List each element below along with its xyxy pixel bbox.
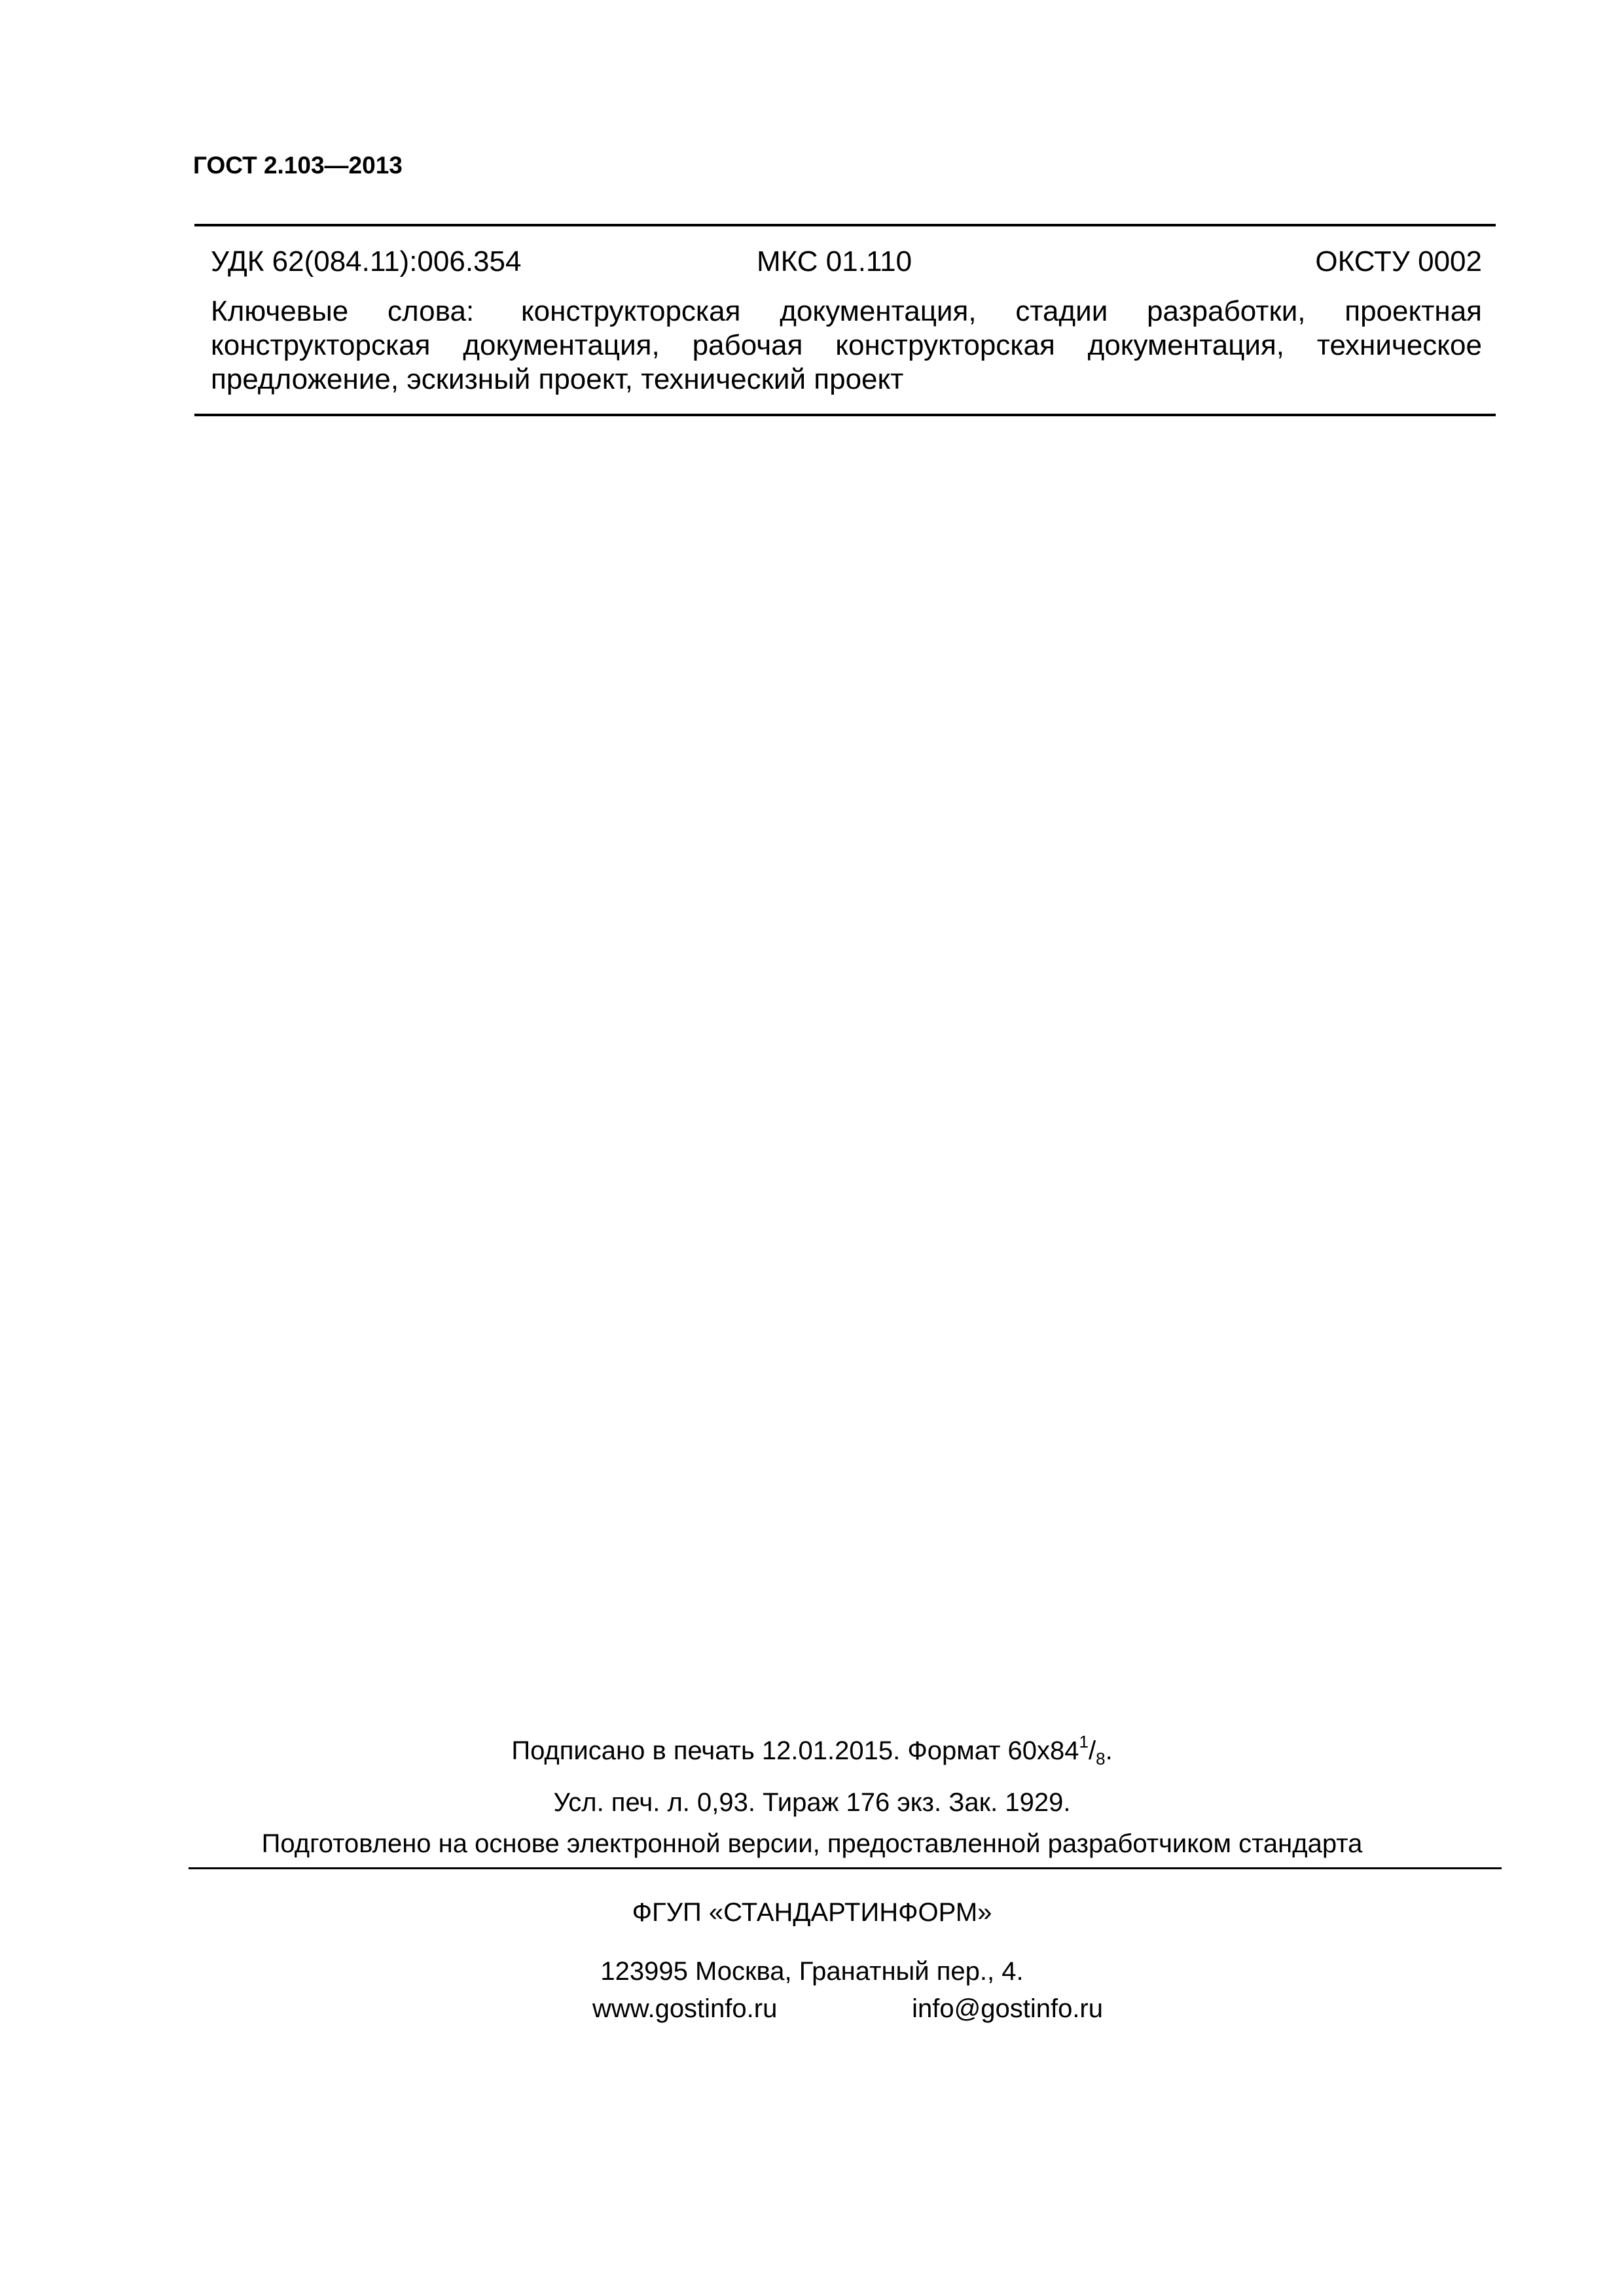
okstu-code: ОКСТУ 0002 <box>1315 245 1482 278</box>
print-data: Усл. печ. л. 0,93. Тираж 176 экз. Зак. 1929. <box>553 1788 1071 1817</box>
keywords-label: Ключевые слова: <box>211 295 475 327</box>
publisher-name: ФГУП «СТАНДАРТИНФОРМ» <box>632 1898 992 1927</box>
format-end: . <box>1105 1736 1113 1765</box>
top-divider <box>194 224 1496 226</box>
format-numerator: 1 <box>1079 1732 1089 1751</box>
imprint-divider <box>189 1867 1502 1869</box>
document-code: ГОСТ 2.103—2013 <box>193 152 403 179</box>
prepared-note: Подготовлено на основе электронной версии, предоставленной разработчиком стандарта <box>261 1829 1363 1858</box>
udk-code: УДК 62(084.11):006.354 <box>211 245 522 278</box>
keywords-text: конструкторская документация, стадии разработки, проектная конструкторская документация, рабочая конструкторская документация, техническое предложение, эскизный проект, технический проект <box>211 295 1482 395</box>
mks-code: МКС 01.110 <box>757 245 912 278</box>
signed-text: Подписано в печать 12.01.2015. Формат 60x84 <box>511 1736 1079 1765</box>
keywords-block <box>211 295 1482 397</box>
signed-for-print <box>0 1732 1624 1769</box>
keywords-divider <box>194 414 1496 416</box>
email-link[interactable]: info@gostinfo.ru <box>912 1994 1103 2023</box>
format-slash: / <box>1088 1736 1096 1765</box>
website-link[interactable]: www.gostinfo.ru <box>592 1994 778 2023</box>
format-denominator: 8 <box>1096 1749 1106 1768</box>
publisher-address: 123995 Москва, Гранатный пер., 4. <box>600 1957 1024 1986</box>
classification-row <box>211 245 1482 278</box>
